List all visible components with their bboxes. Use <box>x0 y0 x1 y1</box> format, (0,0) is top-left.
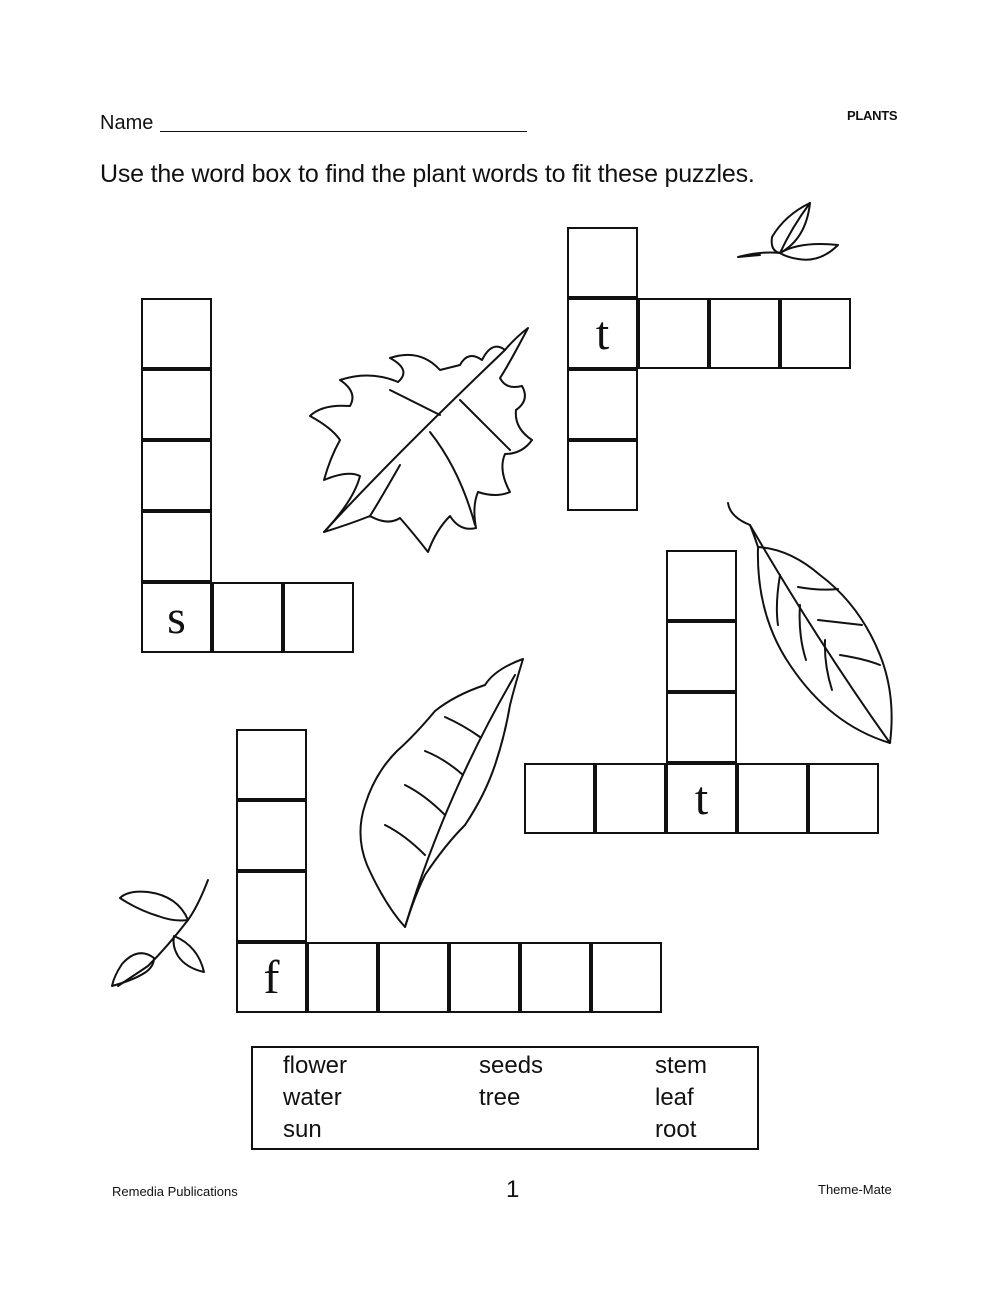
word-box-item: seeds <box>479 1052 544 1079</box>
small-leaf-sprig-icon <box>730 195 850 275</box>
instructions: Use the word box to find the plant words to fit these puzzles. <box>100 160 755 188</box>
name-label: Name <box>100 112 154 134</box>
footer-publisher: Remedia Publications <box>112 1184 238 1199</box>
puzzle-cell[interactable] <box>236 871 307 942</box>
word-box <box>251 1046 759 1150</box>
word-box-item: water <box>283 1084 342 1111</box>
puzzle-cell[interactable] <box>212 582 283 653</box>
puzzle-cell[interactable] <box>236 800 307 871</box>
puzzle-cell[interactable] <box>591 942 662 1013</box>
puzzle-cell[interactable] <box>141 511 212 582</box>
puzzle-cell[interactable] <box>709 298 780 369</box>
puzzle-cell-given: t <box>567 298 638 369</box>
word-box-item: tree <box>479 1084 521 1111</box>
puzzle-cell[interactable] <box>449 942 520 1013</box>
puzzle-cell[interactable] <box>236 729 307 800</box>
footer-series: Theme-Mate <box>818 1182 892 1197</box>
puzzle-cell[interactable] <box>141 298 212 369</box>
word-box-item: flower <box>283 1052 348 1079</box>
elm-leaf-icon <box>720 495 905 750</box>
footer-page-number: 1 <box>506 1176 520 1203</box>
puzzle-cell[interactable] <box>638 298 709 369</box>
willow-leaf-icon <box>345 655 530 935</box>
puzzle-cell-given: f <box>236 942 307 1013</box>
word-box-item: root <box>655 1116 697 1143</box>
word-box-item: sun <box>283 1116 322 1143</box>
word-box-item: stem <box>655 1052 708 1079</box>
puzzle-cell[interactable] <box>567 369 638 440</box>
puzzle-cell[interactable] <box>520 942 591 1013</box>
puzzle-cell[interactable] <box>283 582 354 653</box>
puzzle-cell[interactable] <box>737 763 808 834</box>
puzzle-cell-given: t <box>666 763 737 834</box>
puzzle-cell[interactable] <box>307 942 378 1013</box>
puzzle-cell[interactable] <box>780 298 851 369</box>
puzzle-cell[interactable] <box>524 763 595 834</box>
puzzle-cell[interactable] <box>141 440 212 511</box>
puzzle-cell[interactable] <box>378 942 449 1013</box>
subject-heading: PLANTS <box>847 108 898 123</box>
word-box-item: leaf <box>655 1084 694 1111</box>
puzzle-cell[interactable] <box>141 369 212 440</box>
name-line[interactable] <box>160 131 527 132</box>
leaf-branch-icon <box>108 876 216 996</box>
puzzle-cell[interactable] <box>808 763 879 834</box>
puzzle-cell-given: s <box>141 582 212 653</box>
oak-leaf-icon <box>300 320 550 560</box>
puzzle-cell[interactable] <box>567 440 638 511</box>
puzzle-cell[interactable] <box>567 227 638 298</box>
puzzle-cell[interactable] <box>595 763 666 834</box>
